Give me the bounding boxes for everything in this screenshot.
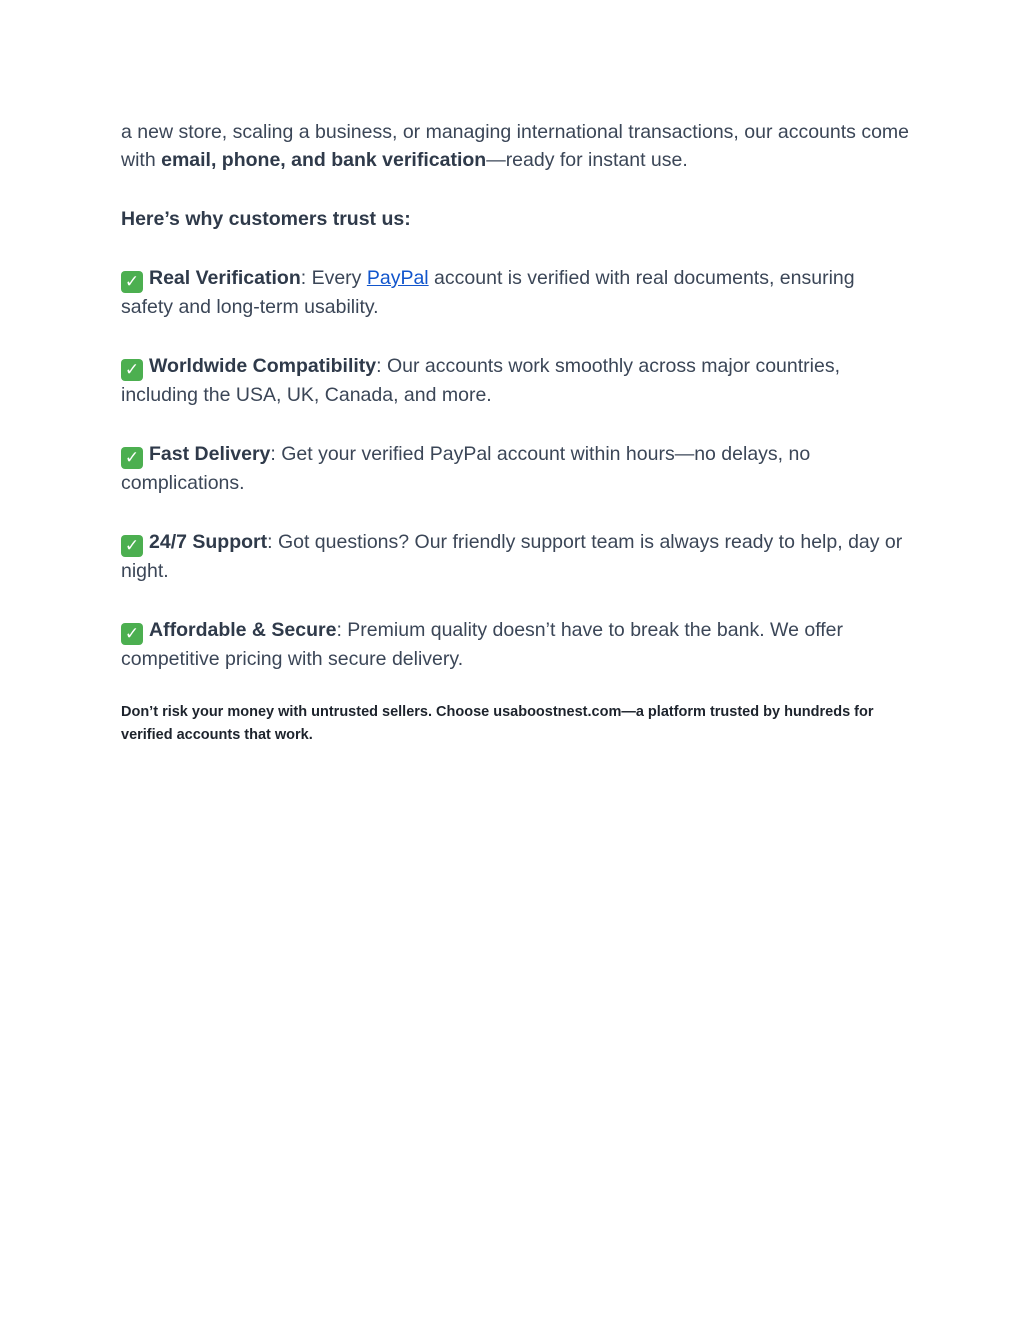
feature-real-verification xyxy=(121,264,911,321)
intro-text-start: a new store, scaling a business, or managing international transactions, our accounts come with xyxy=(121,121,910,171)
feature-worldwide-compatibility xyxy=(121,352,911,409)
feature-support xyxy=(121,528,911,585)
feature-text: : Get your verified PayPal account within hours—no delays, no complications. xyxy=(121,443,811,494)
feature-title: Worldwide Compatibility xyxy=(149,355,377,377)
feature-fast-delivery xyxy=(121,440,911,497)
feature-text: : Premium quality doesn’t have to break the bank. We offer competitive pricing with secure delivery. xyxy=(121,619,844,670)
trust-heading-text: Here’s why customers trust us: xyxy=(121,208,411,230)
check-mark-icon: ✓ xyxy=(121,447,143,469)
feature-title: 24/7 Support xyxy=(149,531,268,553)
feature-text: account is verified with real documents, ensuring safety and long-term usability. xyxy=(121,267,855,318)
check-mark-icon: ✓ xyxy=(121,271,143,293)
feature-text: : Got questions? Our friendly support team is always ready to help, day or night. xyxy=(121,531,903,582)
paypal-link[interactable]: PayPal xyxy=(366,267,429,289)
intro-bold-text: email, phone, and bank verification xyxy=(161,149,487,171)
check-mark-icon: ✓ xyxy=(121,359,143,381)
feature-text: : Our accounts work smoothly across major countries, including the USA, UK, Canada, and more. xyxy=(121,355,840,406)
check-mark-icon: ✓ xyxy=(121,535,143,557)
feature-affordable-secure xyxy=(121,616,911,673)
feature-title: Affordable & Secure xyxy=(149,619,337,641)
feature-title: Real Verification xyxy=(149,267,301,289)
trust-heading xyxy=(121,205,911,233)
document-page xyxy=(121,118,911,746)
feature-title: Fast Delivery xyxy=(149,443,271,465)
closing-statement: Don’t risk your money with untrusted sellers. Choose usaboostnest.com—a platform trusted by hundreds for verified accounts that work. xyxy=(121,704,874,743)
intro-text-end: —ready for instant use. xyxy=(486,149,688,171)
intro-paragraph xyxy=(121,118,911,174)
feature-text-pre: : Every xyxy=(300,267,367,289)
check-mark-icon: ✓ xyxy=(121,623,143,645)
